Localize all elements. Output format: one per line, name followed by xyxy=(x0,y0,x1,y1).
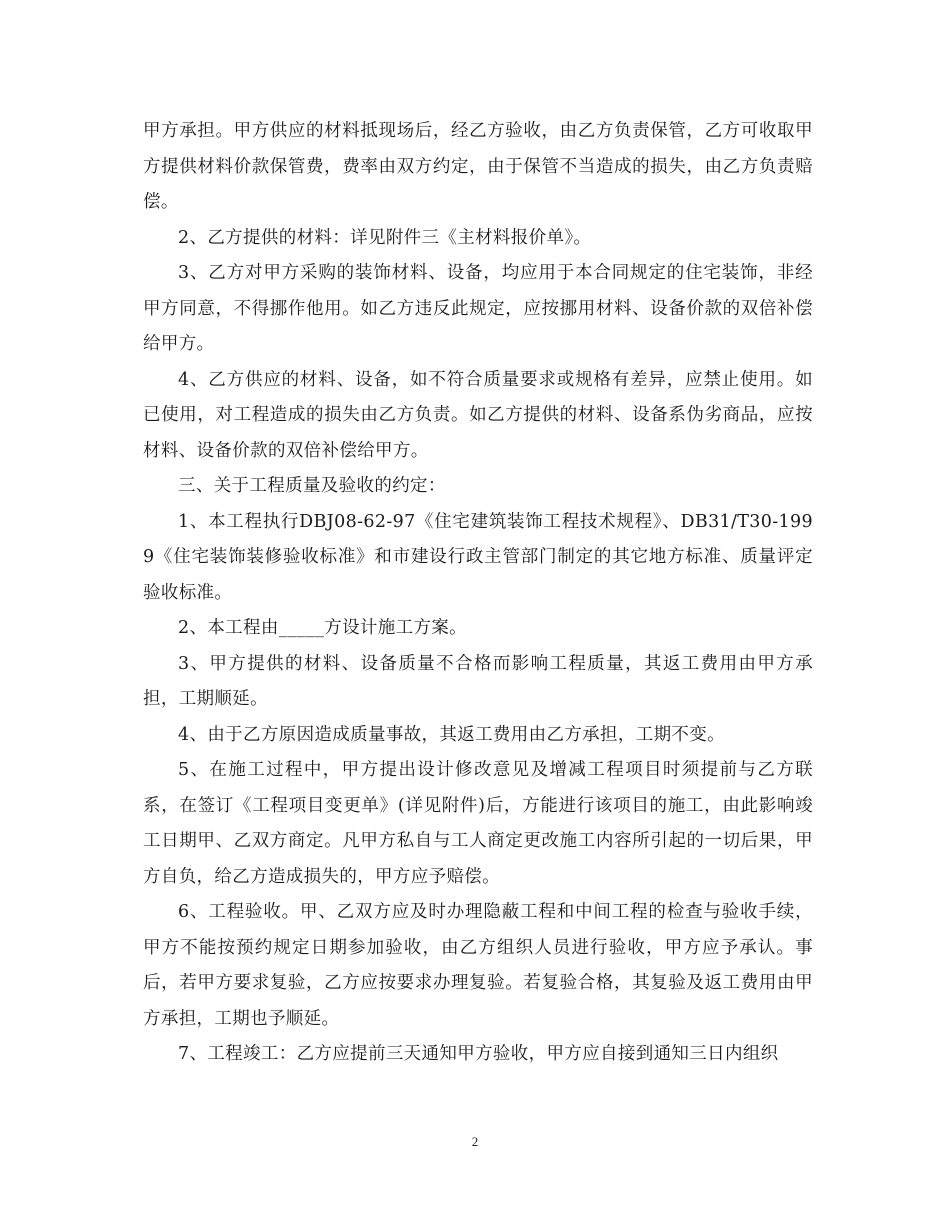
paragraph-6: 1、本工程执行DBJ08-62-97《住宅建筑装饰工程技术规程》、DB31/T30-1999《住宅装饰装修验收标准》和市建设行政主管部门制定的其它地方标准、质量评定验收标准。 xyxy=(143,511,813,603)
body-text xyxy=(143,114,813,1073)
paragraph-2: 2、乙方提供的材料：详见附件三《主材料报价单》。 xyxy=(178,227,592,248)
paragraph-7: 2、本工程由_____方设计施工方案。 xyxy=(178,618,468,638)
paragraph-9: 4、由于乙方原因造成质量事故，其返工费用由乙方承担，工期不变。 xyxy=(178,724,725,745)
paragraph-3: 3、乙方对甲方采购的装饰材料、设备，均应用于本合同规定的住宅装饰，非经甲方同意，不得挪作他用。如乙方违反此规定，应按挪用材料、设备价款的双倍补偿给甲方。 xyxy=(143,263,813,354)
page-number: 2 xyxy=(471,1134,479,1149)
paragraph-10: 5、在施工过程中，甲方提出设计修改意见及增减工程项目时须提前与乙方联系，在签订《工程项目变更单》(详见附件)后，方能进行该项目的施工，由此影响竣工日期甲、乙双方商定。凡甲方私自与工人商定更改施工内容所引起的一切后果，甲方自负，给乙方造成损失的，甲方应予赔偿。 xyxy=(143,760,813,887)
paragraph-4: 4、乙方供应的材料、设备，如不符合质量要求或规格有差异，应禁止使用。如已使用，对工程造成的损失由乙方负责。如乙方提供的材料、设备系伪劣商品，应按材料、设备价款的双倍补偿给甲方。 xyxy=(143,369,813,461)
paragraph-12: 7、工程竣工：乙方应提前三天通知甲方验收，甲方应自接到通知三日内组织 xyxy=(178,1044,779,1064)
paragraph-8: 3、甲方提供的材料、设备质量不合格而影响工程质量，其返工费用由甲方承担，工期顺延。 xyxy=(143,653,813,709)
paragraph-11: 6、工程验收。甲、乙双方应及时办理隐蔽工程和中间工程的检查与验收手续，甲方不能按预约规定日期参加验收，由乙方组织人员进行验收，甲方应予承认。事后，若甲方要求复验，乙方应按要求办理复验。若复验合格，其复验及返工费用由甲方承担，工期也予顺延。 xyxy=(143,902,813,1029)
paragraph-1: 甲方承担。甲方供应的材料抵现场后，经乙方验收，由乙方负责保管，乙方可收取甲方提供材料价款保管费，费率由双方约定，由于保管不当造成的损失，由乙方负责赔偿。 xyxy=(143,121,813,212)
section-heading-quality: 三、关于工程质量及验收的约定： xyxy=(178,476,446,496)
